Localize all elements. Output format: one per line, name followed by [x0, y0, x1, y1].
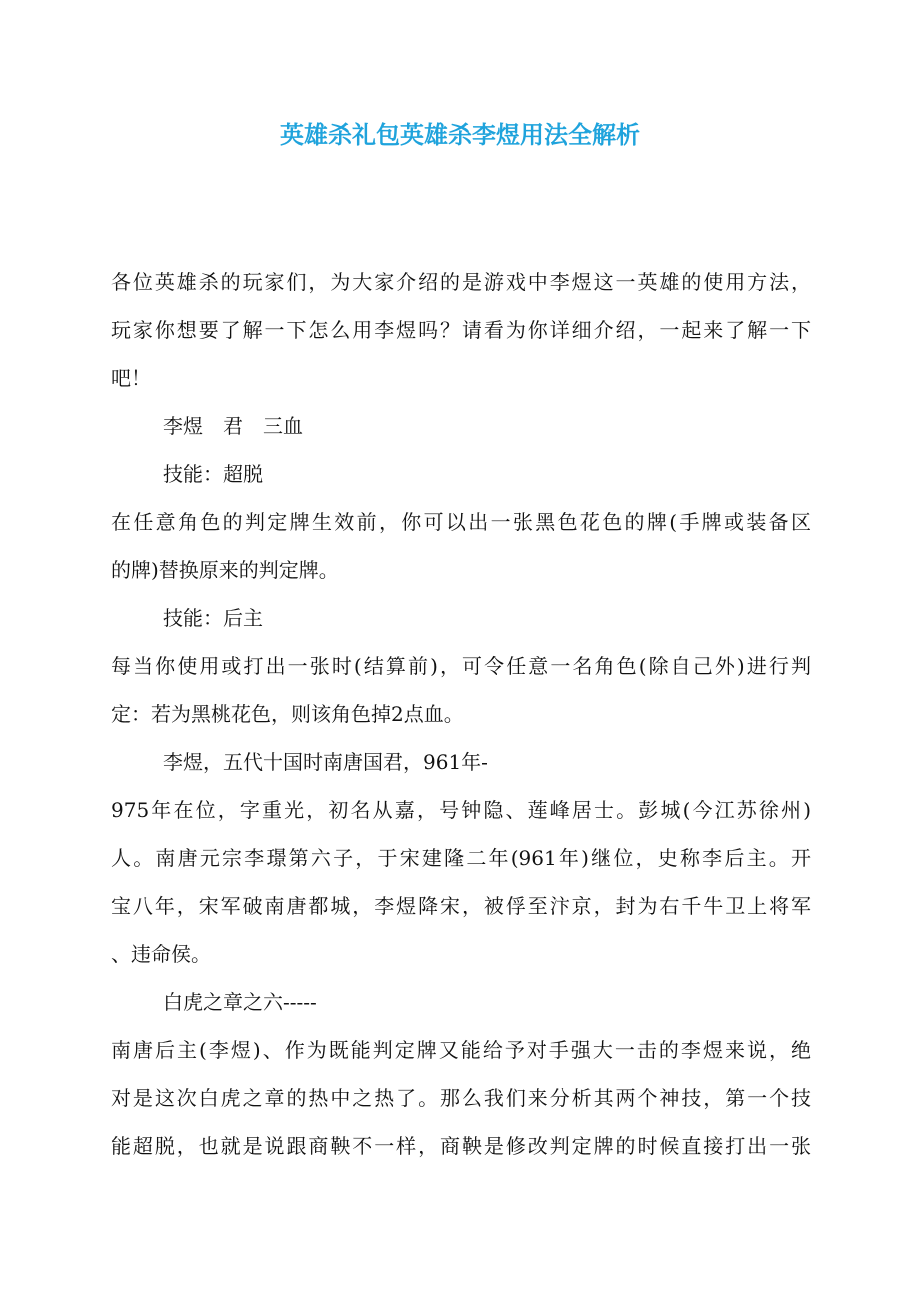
text-line: 技能：后主	[163, 606, 263, 630]
skill-description-chaotuo	[111, 498, 811, 594]
analysis-paragraph	[111, 1026, 811, 1170]
text-line: 对是这次白虎之章的热中之热了。那么我们来分析其两个神技，第一个技	[111, 1086, 811, 1110]
text-line: 宝八年，宋军破南唐都城，李煜降宋，被俘至汴京，封为右千牛卫上将军	[111, 894, 811, 918]
text-line: 吧！	[111, 366, 151, 390]
text-line: 技能：超脱	[163, 462, 263, 486]
text-line: 的牌)替换原来的判定牌。	[111, 558, 339, 582]
hero-heading	[111, 402, 811, 450]
text-line: 南唐后主(李煜)、作为既能判定牌又能给予对手强大一击的李煜来说，绝	[111, 1038, 811, 1062]
text-line: 李煜 君 三血	[163, 414, 303, 438]
text-line: 975年在位，字重光，初名从嘉，号钟隐、莲峰居士。彭城(今江苏徐州)	[111, 798, 811, 822]
document-body	[111, 258, 811, 1170]
text-line: 李煜，五代十国时南唐国君，961年-	[163, 750, 488, 774]
text-line: 每当你使用或打出一张时(结算前)，可令任意一名角色(除自己外)进行判	[111, 654, 811, 678]
text-line: 在任意角色的判定牌生效前，你可以出一张黑色花色的牌(手牌或装备区	[111, 510, 811, 534]
document-title: 英雄杀礼包英雄杀李煜用法全解析	[280, 121, 640, 149]
text-line: 玩家你想要了解一下怎么用李煜吗？请看为你详细介绍，一起来了解一下	[111, 318, 811, 342]
text-line: 、违命侯。	[111, 942, 211, 966]
intro-paragraph	[111, 258, 811, 402]
skill-heading-houzhu	[111, 594, 811, 642]
text-line: 定：若为黑桃花色，则该角色掉2点血。	[111, 702, 464, 726]
text-line: 各位英雄杀的玩家们，为大家介绍的是游戏中李煜这一英雄的使用方法，	[111, 270, 811, 294]
text-line: 白虎之章之六-----	[163, 990, 317, 1014]
text-line: 能超脱，也就是说跟商鞅不一样，商鞅是修改判定牌的时候直接打出一张	[111, 1134, 811, 1158]
text-line: 人。南唐元宗李璟第六子，于宋建隆二年(961年)继位，史称李后主。开	[111, 846, 811, 870]
skill-heading-chaotuo	[111, 450, 811, 498]
biography-heading	[111, 738, 811, 786]
chapter-heading	[111, 978, 811, 1026]
skill-description-houzhu	[111, 642, 811, 738]
biography-paragraph	[111, 786, 811, 978]
